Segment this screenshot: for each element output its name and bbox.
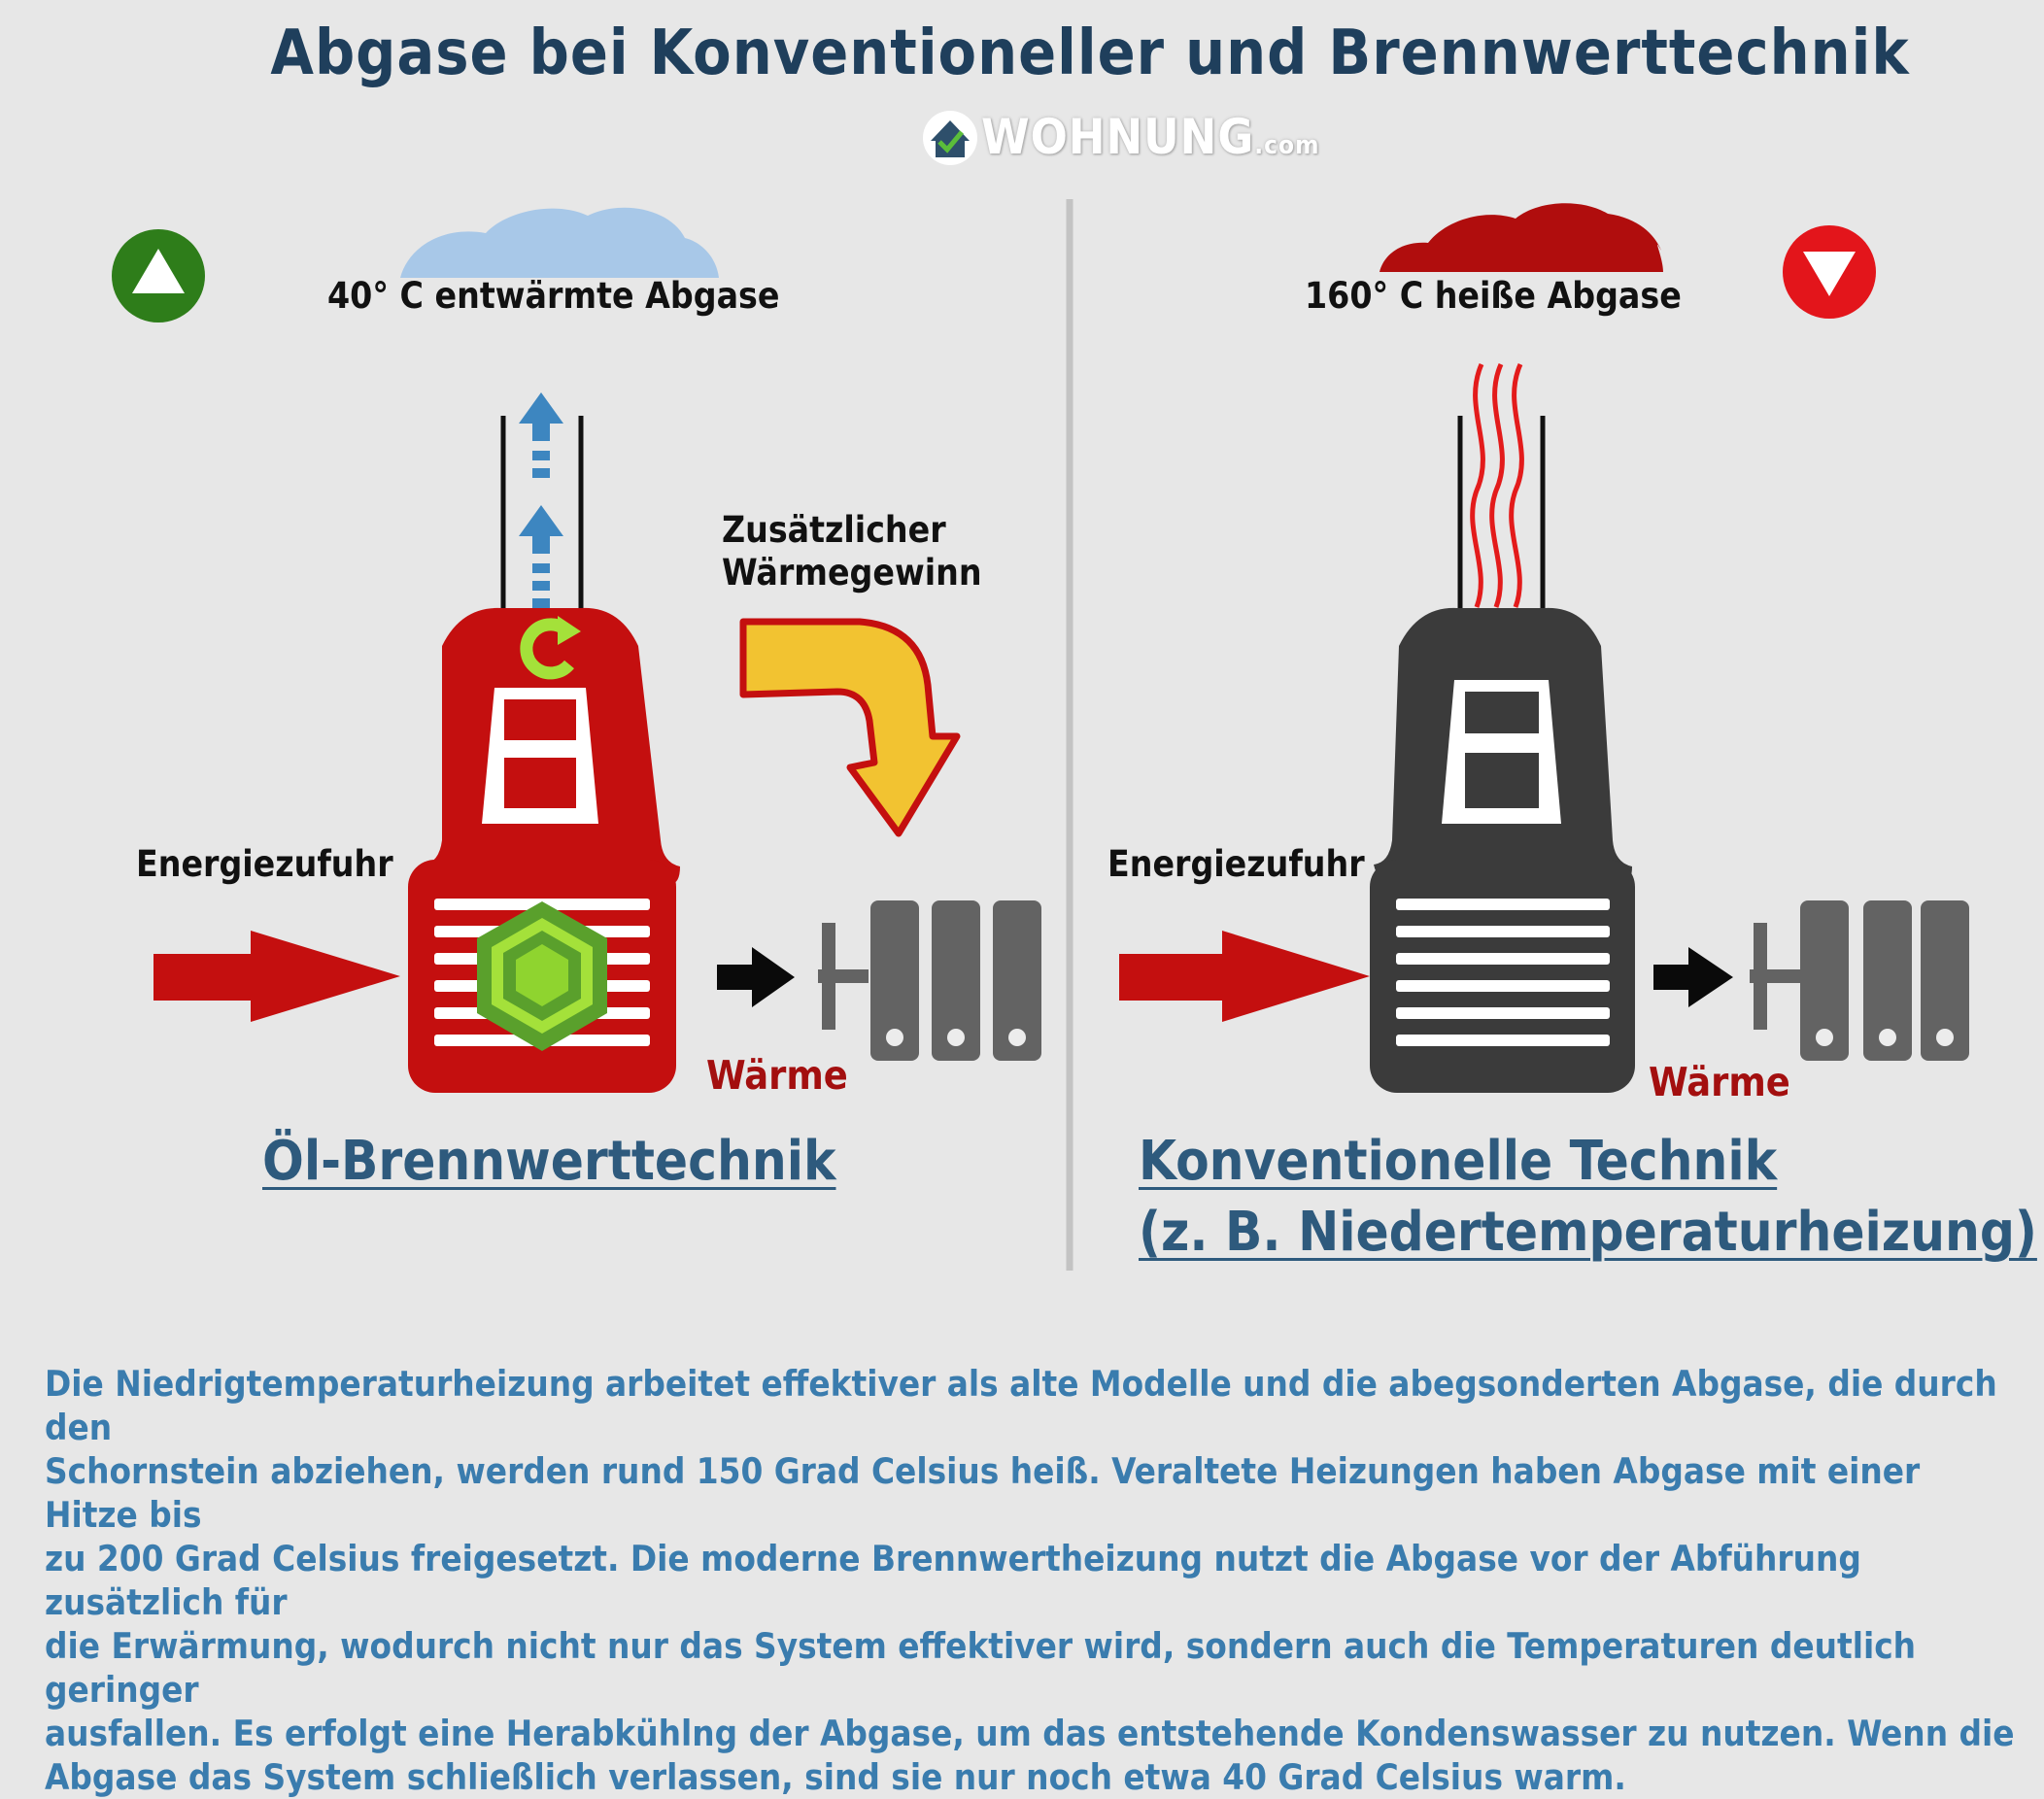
brand-logo [981, 109, 1319, 165]
house-logo-icon [923, 111, 977, 165]
description-paragraph: Die Niedrigtemperaturheizung arbeitet effektiver als alte Modelle und die abegsonderten Abgase, die durch den Schornstein abziehen, werden rund 150 Grad Celsius heiß. Veraltete Heizungen haben Abgase mit einer Hitze bis zu 200 Grad Celsius freigesetzt. Die moderne Brennwertheizung nutzt die Abgase vor der Abführung zusätzlich für die Erwärmung, wodurch nicht nur das System effektiver wird, sondern auch die Temperaturen deutlich geringer ausfallen. Es erfolgt eine Herabkühlng der Abgase, um das entstehende Kondenswasser zu nutzen. Wenn die Abgase das System schließlich verlassen, sind sie nur noch etwa 40 Grad Celsius warm. [45, 1363, 2015, 1798]
extra-heat-label-line2: Wärmegewinn [722, 552, 982, 594]
heat-output-arrow-right [1653, 947, 1733, 1007]
conventional-boiler [1370, 608, 1635, 1093]
hot-exhaust-cloud [1380, 203, 1663, 272]
cooled-exhaust-arrows [519, 392, 563, 608]
down-indicator-icon [1783, 225, 1876, 319]
right-energy-label: Energiezufuhr [1107, 843, 1365, 885]
right-heading-line1: Konventionelle Technik [1139, 1130, 1778, 1193]
radiator-left [818, 900, 1041, 1061]
left-exhaust-label: 40° C entwärmte Abgase [327, 275, 780, 317]
left-heading: Öl-Brennwerttechnik [262, 1130, 836, 1193]
right-heading-line2: (z. B. Niedertemperaturheizung) [1139, 1201, 2037, 1264]
radiator-right [1750, 900, 1969, 1061]
right-heat-label: Wärme [1649, 1059, 1790, 1105]
hot-exhaust-waves [1473, 364, 1522, 607]
brand-tld: .com [1254, 131, 1320, 160]
brand-name: WOHNUNG [981, 109, 1255, 165]
right-exhaust-label: 160° C heiße Abgase [1305, 275, 1682, 317]
page-title: Abgase bei Konventioneller und Brennwerttechnik [270, 17, 1910, 89]
left-heat-label: Wärme [706, 1052, 848, 1099]
extra-heat-label-line1: Zusätzlicher [722, 509, 946, 551]
extra-heat-arrow [743, 622, 957, 833]
energy-input-arrow-left [153, 931, 400, 1022]
left-energy-label: Energiezufuhr [136, 843, 393, 885]
energy-input-arrow-right [1119, 931, 1370, 1022]
heat-output-arrow-left [717, 947, 795, 1007]
condensing-boiler [408, 608, 680, 1093]
up-indicator-icon [112, 229, 205, 322]
cool-exhaust-cloud [400, 208, 719, 278]
